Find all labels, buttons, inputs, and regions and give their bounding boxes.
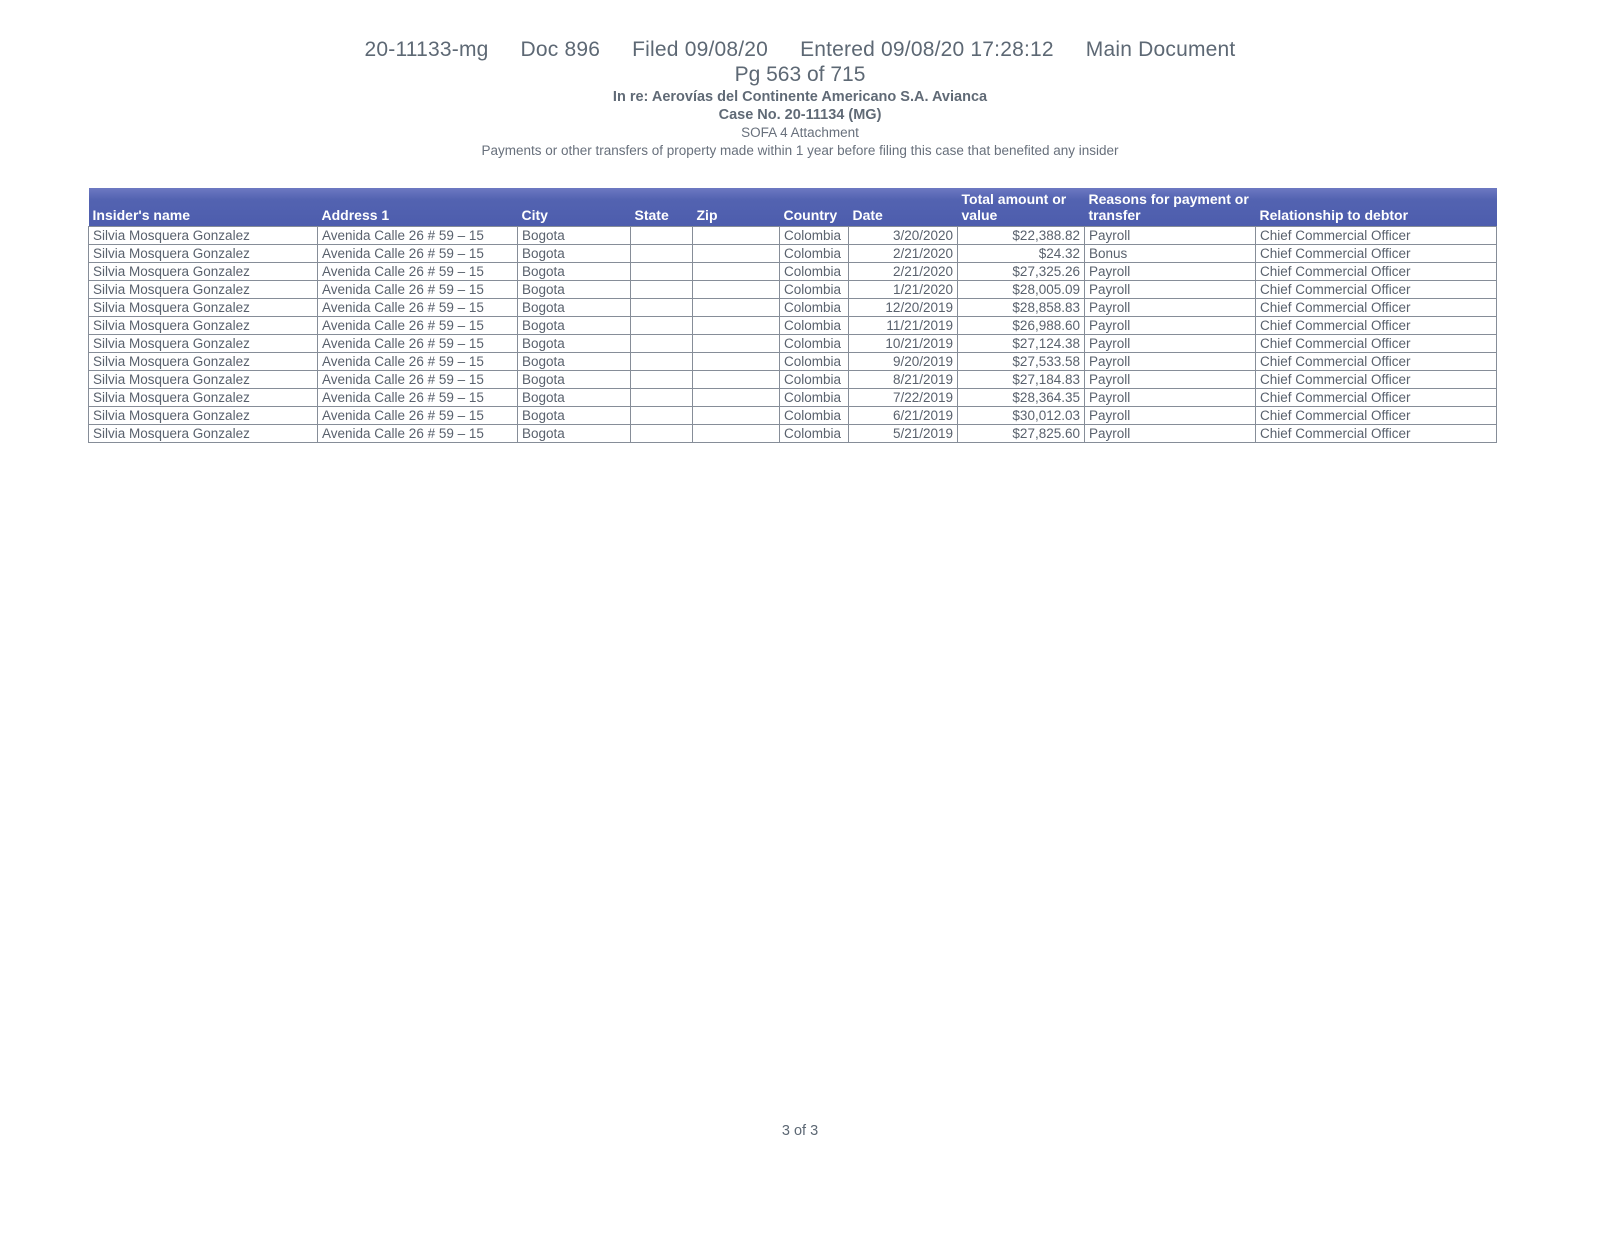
cell-relationship: Chief Commercial Officer <box>1256 317 1497 335</box>
cell-relationship: Chief Commercial Officer <box>1256 407 1497 425</box>
cell-address1: Avenida Calle 26 # 59 – 15 <box>318 245 518 263</box>
cell-city: Bogota <box>518 317 631 335</box>
cell-address1: Avenida Calle 26 # 59 – 15 <box>318 227 518 245</box>
cell-reason: Payroll <box>1085 227 1256 245</box>
table-row <box>89 299 1497 317</box>
cell-insider: Silvia Mosquera Gonzalez <box>89 227 318 245</box>
col-header-total-amount: Total amount or value <box>958 188 1085 227</box>
cell-amount: $27,184.83 <box>958 371 1085 389</box>
cell-amount: $27,124.38 <box>958 335 1085 353</box>
col-header-relationship: Relationship to debtor <box>1256 188 1497 227</box>
cell-country: Colombia <box>780 335 849 353</box>
cell-insider: Silvia Mosquera Gonzalez <box>89 389 318 407</box>
cell-state <box>631 335 693 353</box>
cell-date: 6/21/2019 <box>849 407 958 425</box>
table-header <box>89 188 1497 227</box>
cell-zip <box>693 245 780 263</box>
cell-relationship: Chief Commercial Officer <box>1256 371 1497 389</box>
cell-amount: $30,012.03 <box>958 407 1085 425</box>
cell-reason: Payroll <box>1085 263 1256 281</box>
cell-state <box>631 425 693 443</box>
cell-date: 3/20/2020 <box>849 227 958 245</box>
cell-date: 2/21/2020 <box>849 263 958 281</box>
cell-relationship: Chief Commercial Officer <box>1256 299 1497 317</box>
cell-date: 9/20/2019 <box>849 353 958 371</box>
cell-reason: Bonus <box>1085 245 1256 263</box>
cell-relationship: Chief Commercial Officer <box>1256 389 1497 407</box>
cell-date: 12/20/2019 <box>849 299 958 317</box>
cell-state <box>631 245 693 263</box>
cell-date: 5/21/2019 <box>849 425 958 443</box>
cell-amount: $28,858.83 <box>958 299 1085 317</box>
cell-reason: Payroll <box>1085 281 1256 299</box>
cell-relationship: Chief Commercial Officer <box>1256 227 1497 245</box>
cell-date: 1/21/2020 <box>849 281 958 299</box>
cell-state <box>631 353 693 371</box>
cell-address1: Avenida Calle 26 # 59 – 15 <box>318 389 518 407</box>
cell-state <box>631 227 693 245</box>
cell-zip <box>693 407 780 425</box>
cell-reason: Payroll <box>1085 389 1256 407</box>
cell-city: Bogota <box>518 281 631 299</box>
cell-date: 10/21/2019 <box>849 335 958 353</box>
table-row <box>89 371 1497 389</box>
cell-state <box>631 407 693 425</box>
cell-insider: Silvia Mosquera Gonzalez <box>89 407 318 425</box>
cell-city: Bogota <box>518 407 631 425</box>
cell-reason: Payroll <box>1085 425 1256 443</box>
cell-zip <box>693 425 780 443</box>
cell-insider: Silvia Mosquera Gonzalez <box>89 299 318 317</box>
cell-city: Bogota <box>518 227 631 245</box>
table-body <box>89 227 1497 443</box>
cell-insider: Silvia Mosquera Gonzalez <box>89 317 318 335</box>
cell-insider: Silvia Mosquera Gonzalez <box>89 281 318 299</box>
cell-relationship: Chief Commercial Officer <box>1256 335 1497 353</box>
cell-date: 8/21/2019 <box>849 371 958 389</box>
cell-amount: $28,364.35 <box>958 389 1085 407</box>
cell-relationship: Chief Commercial Officer <box>1256 245 1497 263</box>
cell-country: Colombia <box>780 371 849 389</box>
cell-address1: Avenida Calle 26 # 59 – 15 <box>318 371 518 389</box>
cell-date: 11/21/2019 <box>849 317 958 335</box>
col-header-reasons: Reasons for payment or transfer <box>1085 188 1256 227</box>
cell-zip <box>693 299 780 317</box>
title-block <box>0 88 1600 160</box>
cell-amount: $27,325.26 <box>958 263 1085 281</box>
cell-amount: $26,988.60 <box>958 317 1085 335</box>
title-in-re: In re: Aerovías del Continente Americano S.A. Avianca <box>612 89 988 105</box>
cell-zip <box>693 389 780 407</box>
cell-country: Colombia <box>780 227 849 245</box>
stamp-entered-date: Entered 09/08/20 17:28:12 <box>800 38 1054 61</box>
cell-country: Colombia <box>780 263 849 281</box>
cell-city: Bogota <box>518 389 631 407</box>
payments-table-container <box>88 188 1496 443</box>
col-header-address1: Address 1 <box>318 188 518 227</box>
cell-insider: Silvia Mosquera Gonzalez <box>89 335 318 353</box>
stamp-doc-type: Main Document <box>1085 38 1236 61</box>
cell-address1: Avenida Calle 26 # 59 – 15 <box>318 263 518 281</box>
stamp-page-of: Pg 563 of 715 <box>734 63 866 86</box>
table-row <box>89 227 1497 245</box>
stamp-filed-date: Filed 09/08/20 <box>632 38 769 61</box>
title-attachment: SOFA 4 Attachment <box>741 125 859 140</box>
cell-zip <box>693 317 780 335</box>
cell-amount: $27,825.60 <box>958 425 1085 443</box>
cell-zip <box>693 353 780 371</box>
cell-address1: Avenida Calle 26 # 59 – 15 <box>318 407 518 425</box>
table-row <box>89 317 1497 335</box>
col-header-country: Country <box>780 188 849 227</box>
cell-amount: $27,533.58 <box>958 353 1085 371</box>
table-row <box>89 389 1497 407</box>
stamp-case-number: 20-11133-mg <box>364 38 489 61</box>
cell-city: Bogota <box>518 245 631 263</box>
cell-reason: Payroll <box>1085 317 1256 335</box>
stamp-doc-number: Doc 896 <box>520 38 601 61</box>
table-row <box>89 335 1497 353</box>
cell-country: Colombia <box>780 389 849 407</box>
table-row <box>89 353 1497 371</box>
cell-insider: Silvia Mosquera Gonzalez <box>89 425 318 443</box>
cell-state <box>631 317 693 335</box>
cell-country: Colombia <box>780 407 849 425</box>
cell-amount: $22,388.82 <box>958 227 1085 245</box>
cell-reason: Payroll <box>1085 353 1256 371</box>
cell-address1: Avenida Calle 26 # 59 – 15 <box>318 281 518 299</box>
cell-state <box>631 389 693 407</box>
table-row <box>89 245 1497 263</box>
cell-city: Bogota <box>518 299 631 317</box>
cell-amount: $24.32 <box>958 245 1085 263</box>
page-number: 3 of 3 <box>781 1123 819 1139</box>
cell-relationship: Chief Commercial Officer <box>1256 425 1497 443</box>
cell-relationship: Chief Commercial Officer <box>1256 263 1497 281</box>
title-case-number: Case No. 20-11134 (MG) <box>718 107 882 123</box>
cell-address1: Avenida Calle 26 # 59 – 15 <box>318 353 518 371</box>
col-header-state: State <box>631 188 693 227</box>
cell-zip <box>693 281 780 299</box>
cell-zip <box>693 335 780 353</box>
cell-relationship: Chief Commercial Officer <box>1256 281 1497 299</box>
table-row <box>89 407 1497 425</box>
table-row <box>89 425 1497 443</box>
payments-table <box>88 188 1497 443</box>
cell-city: Bogota <box>518 425 631 443</box>
cell-address1: Avenida Calle 26 # 59 – 15 <box>318 335 518 353</box>
table-header-row <box>89 188 1497 227</box>
cell-insider: Silvia Mosquera Gonzalez <box>89 371 318 389</box>
col-header-city: City <box>518 188 631 227</box>
cell-relationship: Chief Commercial Officer <box>1256 353 1497 371</box>
cell-country: Colombia <box>780 317 849 335</box>
cell-country: Colombia <box>780 281 849 299</box>
col-header-date: Date <box>849 188 958 227</box>
cell-date: 2/21/2020 <box>849 245 958 263</box>
cell-address1: Avenida Calle 26 # 59 – 15 <box>318 425 518 443</box>
cell-reason: Payroll <box>1085 299 1256 317</box>
table-row <box>89 281 1497 299</box>
cell-zip <box>693 263 780 281</box>
cell-state <box>631 299 693 317</box>
cell-reason: Payroll <box>1085 407 1256 425</box>
cell-city: Bogota <box>518 353 631 371</box>
cell-address1: Avenida Calle 26 # 59 – 15 <box>318 299 518 317</box>
cell-reason: Payroll <box>1085 371 1256 389</box>
cell-state <box>631 263 693 281</box>
cell-insider: Silvia Mosquera Gonzalez <box>89 245 318 263</box>
cell-insider: Silvia Mosquera Gonzalez <box>89 263 318 281</box>
filing-stamp-line <box>0 38 1600 62</box>
cell-country: Colombia <box>780 245 849 263</box>
table-row <box>89 263 1497 281</box>
cell-city: Bogota <box>518 371 631 389</box>
cell-amount: $28,005.09 <box>958 281 1085 299</box>
cell-reason: Payroll <box>1085 335 1256 353</box>
cell-zip <box>693 227 780 245</box>
cell-country: Colombia <box>780 299 849 317</box>
cell-zip <box>693 371 780 389</box>
title-description: Payments or other transfers of property made within 1 year before filing this case that benefited any insider <box>481 143 1119 158</box>
cell-state <box>631 281 693 299</box>
cell-address1: Avenida Calle 26 # 59 – 15 <box>318 317 518 335</box>
cell-date: 7/22/2019 <box>849 389 958 407</box>
cell-country: Colombia <box>780 425 849 443</box>
cell-country: Colombia <box>780 353 849 371</box>
col-header-insider-name: Insider's name <box>89 188 318 227</box>
cell-city: Bogota <box>518 335 631 353</box>
cell-state <box>631 371 693 389</box>
cell-insider: Silvia Mosquera Gonzalez <box>89 353 318 371</box>
col-header-zip: Zip <box>693 188 780 227</box>
cell-city: Bogota <box>518 263 631 281</box>
